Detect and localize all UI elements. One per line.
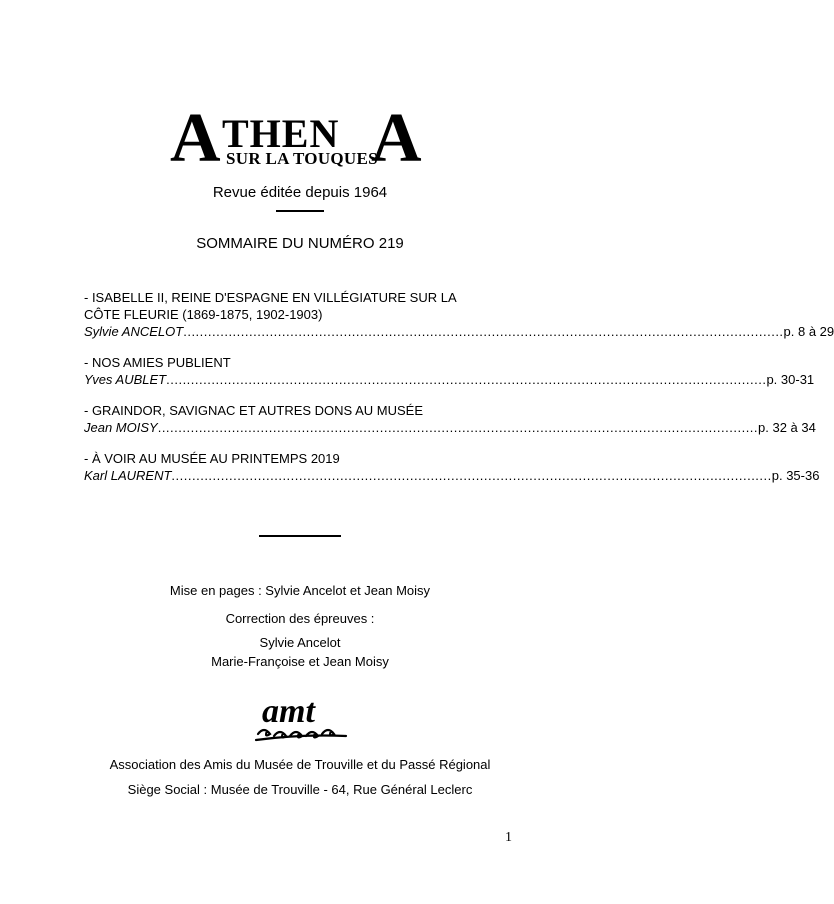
- toc-entry-pages: p. 30-31: [766, 372, 815, 387]
- layout-credit: Mise en pages : Sylvie Ancelot et Jean Moisy: [169, 583, 431, 598]
- amt-logo-lettering: amt: [262, 693, 315, 730]
- toc-entry: [84, 450, 820, 484]
- toc-entry-pages: p. 35-36: [771, 468, 820, 483]
- proofreader-name: Marie-Françoise et Jean Moisy: [211, 654, 389, 669]
- association-name: Association des Amis du Musée de Trouville et du Passé Régional: [109, 757, 491, 772]
- masthead-letter-right: A: [371, 100, 422, 177]
- toc-entry-title: - ISABELLE II, REINE D'ESPAGNE EN VILLÉGIATURE SUR LA: [84, 290, 457, 305]
- toc-entry-line: [84, 323, 834, 340]
- toc-entry: [84, 354, 815, 388]
- association-address: Siège Social : Musée de Trouville - 64, Rue Général Leclerc: [127, 782, 473, 797]
- toc-entry-title: CÔTE FLEURIE (1869-1875, 1902-1903): [84, 307, 323, 322]
- amt-wave-logo-icon: [252, 694, 352, 746]
- toc-entry-line: [84, 467, 820, 484]
- toc-entry-title: - À VOIR AU MUSÉE AU PRINTEMPS 2019: [84, 451, 340, 466]
- toc-entry-title: - NOS AMIES PUBLIENT: [84, 355, 231, 370]
- divider-short: [276, 210, 324, 212]
- divider-long: [259, 535, 341, 537]
- toc-entry-author: Yves AUBLET: [84, 372, 167, 387]
- toc-entry-pages: p. 32 à 34: [758, 420, 816, 435]
- toc-leader-dots: ..................................................................................................................................................: [157, 420, 759, 435]
- toc-entry-author: Jean MOISY: [84, 420, 158, 435]
- amt-logo-graphic: [252, 694, 352, 746]
- toc-entry-title: - GRAINDOR, SAVIGNAC ET AUTRES DONS AU MUSÉE: [84, 403, 424, 418]
- toc-entry-author: Sylvie ANCELOT: [84, 324, 184, 339]
- masthead-subtitle-line: SUR LA TOUQUES: [226, 149, 378, 168]
- proofreading-label: Correction des épreuves :: [225, 611, 375, 626]
- toc-entry-pages: p. 8 à 29: [783, 324, 834, 339]
- masthead: [170, 100, 440, 177]
- toc-leader-dots: ..................................................................................................................................................: [171, 468, 772, 483]
- table-of-contents: [84, 289, 834, 498]
- toc-leader-dots: ..................................................................................................................................................: [183, 324, 784, 339]
- summary-title: SOMMAIRE DU NUMÉRO 219: [196, 235, 404, 252]
- toc-leader-dots: ..................................................................................................................................................: [166, 372, 767, 387]
- masthead-title-middle: THEN: [222, 111, 340, 156]
- toc-entry-author: Karl LAURENT: [84, 468, 172, 483]
- toc-entry-line: [84, 371, 815, 388]
- toc-entry-line: [84, 419, 816, 436]
- proofreader-name: Sylvie Ancelot: [259, 635, 341, 650]
- toc-entry: [84, 289, 834, 340]
- page-number: 1: [505, 830, 512, 845]
- publication-subtitle: Revue éditée depuis 1964: [212, 184, 388, 201]
- masthead-letter-left: A: [170, 100, 221, 177]
- toc-entry: [84, 402, 816, 436]
